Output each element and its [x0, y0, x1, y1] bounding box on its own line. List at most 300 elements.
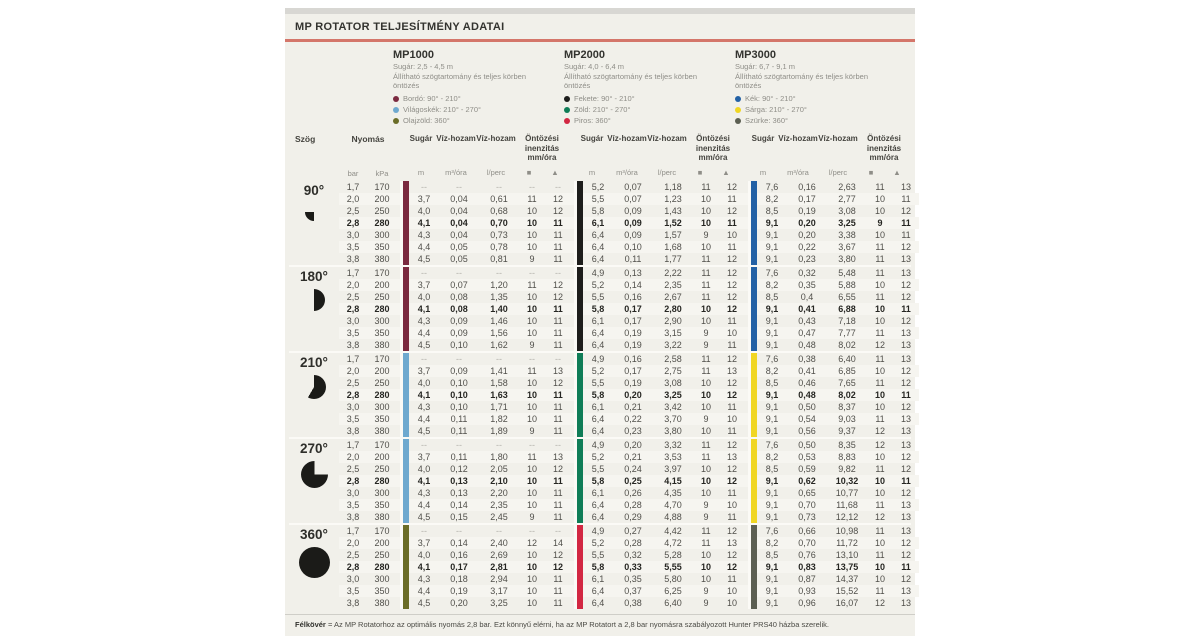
cell-l-perc: 2,35	[664, 280, 682, 291]
color-stripe-mp1000	[400, 327, 409, 339]
cell-intenzitas-tri: 11	[553, 402, 563, 413]
cell-l-perc: 5,28	[664, 550, 682, 561]
cell-intenzitas-sq: 11	[701, 452, 711, 463]
color-stripe-mp3000	[748, 413, 757, 425]
cell-kpa: 170	[374, 354, 390, 365]
legend-item	[735, 105, 902, 116]
cell-l-perc: 1,18	[664, 182, 682, 193]
color-stripe-mp2000	[574, 217, 583, 229]
color-stripe-mp2000	[574, 181, 583, 193]
cell-sugar: 9,1	[765, 512, 779, 523]
cell-intenzitas-tri: --	[555, 182, 561, 193]
legend-item	[564, 105, 731, 116]
cell-m3-ora: 0,04	[450, 230, 468, 241]
table-row	[339, 475, 919, 487]
cell-intenzitas-tri: 12	[726, 562, 737, 573]
cell-bar: 2,0	[346, 538, 360, 549]
cell-m3-ora: 0,20	[798, 230, 816, 241]
cell-l-perc: 3,15	[664, 328, 682, 339]
cell-l-perc: 1,80	[490, 452, 508, 463]
color-stripe-mp2000	[574, 585, 583, 597]
cell-m3-ora: 0,83	[798, 562, 816, 573]
cell-l-perc: 3,25	[838, 218, 856, 229]
color-stripe-mp2000	[574, 327, 583, 339]
cell-bar: 2,0	[346, 194, 360, 205]
cell-l-perc: 6,40	[838, 354, 856, 365]
cell-sugar: 9,1	[765, 218, 779, 229]
cell-l-perc: 2,45	[490, 512, 508, 523]
cell-intenzitas-sq: 10	[526, 464, 537, 475]
cell-l-perc: 10,98	[835, 526, 859, 537]
column-header-vizhozam-lperc: Víz-hozam l/perc	[818, 134, 858, 178]
cell-m3-ora: 0,21	[624, 402, 642, 413]
cell-bar: 3,8	[346, 426, 360, 437]
table-row	[339, 597, 919, 609]
color-stripe-mp1000	[400, 561, 409, 573]
cell-l-perc: 3,25	[490, 598, 508, 609]
cell-bar: 3,0	[346, 488, 360, 499]
color-stripe-mp2000	[574, 487, 583, 499]
cell-l-perc: 2,63	[838, 182, 856, 193]
product-name: MP2000	[564, 49, 605, 61]
cell-intenzitas-sq: 11	[875, 500, 885, 511]
cell-kpa: 280	[374, 218, 390, 229]
cell-m3-ora: 0,70	[798, 500, 816, 511]
cell-m3-ora: --	[456, 354, 462, 365]
cell-sugar: --	[421, 440, 427, 451]
angle-label: 180°	[300, 269, 328, 285]
cell-sugar: 5,2	[591, 182, 605, 193]
cell-l-perc: 6,85	[838, 366, 856, 377]
product-headers	[285, 42, 915, 130]
cell-kpa: 350	[374, 586, 390, 597]
cell-intenzitas-sq: 10	[526, 586, 537, 597]
color-stripe-mp2000	[574, 241, 583, 253]
cell-sugar: 5,5	[591, 378, 605, 389]
color-stripe-mp2000	[574, 193, 583, 205]
table-row	[339, 389, 919, 401]
cell-intenzitas-tri: --	[555, 268, 561, 279]
table-row	[339, 413, 919, 425]
color-stripe-mp3000	[748, 315, 757, 327]
color-stripe-mp1000	[400, 499, 409, 511]
cell-intenzitas-tri: 11	[901, 562, 911, 573]
cell-l-perc: 8,35	[838, 440, 856, 451]
cell-intenzitas-tri: 12	[726, 254, 737, 265]
color-stripe-mp1000	[400, 451, 409, 463]
cell-bar: 3,8	[346, 254, 360, 265]
color-stripe-mp2000	[574, 475, 583, 487]
cell-m3-ora: 0,09	[624, 218, 642, 229]
cell-m3-ora: 0,14	[450, 500, 468, 511]
cell-m3-ora: 0,50	[798, 440, 816, 451]
cell-intenzitas-sq: 12	[526, 538, 537, 549]
cell-sugar: 5,2	[591, 452, 605, 463]
cell-l-perc: 4,35	[664, 488, 682, 499]
cell-l-perc: 1,43	[664, 206, 682, 217]
cell-sugar: 4,5	[417, 512, 431, 523]
table-header	[285, 130, 915, 181]
cell-intenzitas-tri: 11	[727, 316, 737, 327]
color-stripe-mp3000	[748, 475, 757, 487]
cell-intenzitas-tri: 13	[900, 526, 911, 537]
color-stripe-mp1000	[400, 511, 409, 523]
cell-intenzitas-sq: 11	[875, 378, 885, 389]
cell-m3-ora: 0,38	[624, 598, 642, 609]
color-stripe-mp3000	[748, 181, 757, 193]
table-row	[339, 303, 919, 315]
cell-bar: 3,8	[346, 512, 360, 523]
cell-intenzitas-sq: 9	[703, 230, 709, 241]
footnote-text: = Az MP Rotatorhoz az optimális nyomás 2,8 bar. Ezt könnyű elérni, ha az MP Rotatort a 2,8 bar nyomásra szabályozott Hunter PRS40 házba szerelik.	[327, 620, 829, 630]
cell-l-perc: 3,70	[664, 414, 682, 425]
cell-intenzitas-tri: 13	[726, 452, 737, 463]
product-description: Állítható szögtartomány és teljes körben öntözés	[735, 72, 868, 91]
color-stripe-mp2000	[574, 291, 583, 303]
triangle-icon: ▲	[551, 168, 559, 178]
cell-m3-ora: 0,09	[450, 328, 468, 339]
angle-section-90	[289, 181, 911, 265]
cell-intenzitas-tri: 12	[726, 440, 737, 451]
cell-sugar: 6,1	[591, 218, 605, 229]
cell-sugar: 7,6	[765, 526, 779, 537]
cell-l-perc: 11,68	[836, 500, 858, 511]
unit-kpa: kPa	[375, 169, 389, 179]
cell-l-perc: 3,42	[664, 402, 682, 413]
cell-bar: 2,5	[346, 464, 360, 475]
cell-sugar: 4,5	[417, 598, 431, 609]
color-stripe-mp3000	[748, 451, 757, 463]
cell-l-perc: 9,37	[838, 426, 856, 437]
legend-label: Piros: 360°	[574, 115, 611, 125]
table-row	[339, 463, 919, 475]
cell-m3-ora: 0,20	[624, 440, 642, 451]
cell-m3-ora: 0,32	[798, 268, 816, 279]
cell-sugar: 8,5	[765, 550, 779, 561]
cell-kpa: 170	[374, 182, 390, 193]
color-stripe-mp2000	[574, 561, 583, 573]
cell-l-perc: --	[496, 440, 502, 451]
cell-m3-ora: 0,17	[624, 304, 642, 315]
cell-intenzitas-tri: 12	[726, 292, 737, 303]
cell-sugar: 5,5	[591, 292, 605, 303]
cell-m3-ora: 0,28	[624, 500, 642, 511]
legend-color-dot	[735, 96, 741, 102]
cell-m3-ora: 0,47	[798, 328, 816, 339]
cell-l-perc: 1,63	[490, 390, 508, 401]
color-stripe-mp3000	[748, 549, 757, 561]
cell-intenzitas-tri: --	[555, 354, 561, 365]
cell-l-perc: 2,80	[664, 304, 682, 315]
color-stripe-mp2000	[574, 353, 583, 365]
column-header-intenzitas: Öntözési inenzitás mm/óra ■ ▲	[858, 132, 910, 178]
cell-m3-ora: 0,50	[798, 402, 816, 413]
cell-sugar: 4,4	[417, 500, 431, 511]
color-stripe-mp1000	[400, 353, 409, 365]
cell-intenzitas-tri: 11	[901, 304, 911, 315]
cell-l-perc: 1,40	[490, 304, 508, 315]
page-title: MP ROTATOR TELJESÍTMÉNY ADATAI	[295, 21, 505, 33]
cell-intenzitas-tri: 11	[553, 488, 563, 499]
cell-intenzitas-sq: --	[529, 268, 535, 279]
legend-item	[564, 116, 731, 127]
cell-intenzitas-tri: 13	[726, 538, 737, 549]
product-header-spacer	[289, 49, 393, 126]
square-icon: ■	[868, 168, 874, 178]
cell-intenzitas-tri: 11	[553, 254, 563, 265]
table-row	[339, 511, 919, 523]
angle-cell	[289, 181, 339, 265]
cell-intenzitas-tri: 12	[726, 280, 737, 291]
table-row	[339, 217, 919, 229]
cell-sugar: 7,6	[765, 440, 779, 451]
cell-sugar: 4,4	[417, 414, 431, 425]
cell-l-perc: --	[496, 182, 502, 193]
color-stripe-mp1000	[400, 241, 409, 253]
cell-intenzitas-sq: 9	[529, 512, 535, 523]
cell-bar: 3,5	[346, 500, 360, 511]
cell-sugar: 4,3	[417, 488, 431, 499]
cell-intenzitas-sq: 11	[701, 366, 711, 377]
cell-sugar: 9,1	[765, 500, 779, 511]
cell-kpa: 350	[374, 328, 390, 339]
table-row	[339, 525, 919, 537]
cell-l-perc: 5,48	[838, 268, 856, 279]
cell-l-perc: 2,05	[490, 464, 508, 475]
cell-m3-ora: 0,18	[450, 574, 468, 585]
section-rows	[339, 439, 919, 523]
color-stripe-mp1000	[400, 425, 409, 437]
cell-m3-ora: 0,93	[798, 586, 816, 597]
cell-intenzitas-tri: 13	[726, 366, 737, 377]
cell-intenzitas-tri: 12	[900, 402, 911, 413]
cell-intenzitas-tri: 12	[726, 526, 737, 537]
square-icon: ■	[526, 168, 532, 178]
unit-bar: bar	[347, 169, 359, 179]
color-stripe-mp3000	[748, 499, 757, 511]
cell-kpa: 170	[374, 526, 390, 537]
cell-l-perc: 13,75	[835, 562, 859, 573]
cell-intenzitas-sq: 10	[874, 476, 885, 487]
cell-intenzitas-sq: 11	[875, 526, 885, 537]
cell-intenzitas-tri: 11	[553, 316, 563, 327]
cell-bar: 1,7	[346, 440, 360, 451]
cell-m3-ora: 0,09	[624, 206, 642, 217]
angle-cell	[289, 353, 339, 437]
cell-m3-ora: 0,16	[624, 292, 642, 303]
cell-m3-ora: 0,17	[450, 562, 468, 573]
cell-intenzitas-tri: 13	[552, 366, 563, 377]
cell-intenzitas-tri: 13	[900, 512, 911, 523]
cell-m3-ora: 0,20	[624, 390, 642, 401]
cell-sugar: 8,2	[765, 194, 779, 205]
cell-sugar: 9,1	[765, 402, 779, 413]
color-stripe-mp2000	[574, 451, 583, 463]
cell-m3-ora: 0,62	[798, 476, 816, 487]
cell-m3-ora: 0,53	[798, 452, 816, 463]
cell-m3-ora: 0,19	[624, 340, 642, 351]
cell-m3-ora: 0,23	[624, 426, 642, 437]
cell-intenzitas-sq: 10	[526, 328, 537, 339]
cell-intenzitas-sq: 10	[700, 378, 711, 389]
legend-color-dot	[735, 118, 741, 124]
color-stripe-mp3000	[748, 339, 757, 351]
cell-intenzitas-tri: 12	[552, 562, 563, 573]
cell-intenzitas-tri: 13	[900, 426, 911, 437]
cell-l-perc: --	[496, 354, 502, 365]
section-rows	[339, 525, 919, 609]
cell-sugar: 4,3	[417, 574, 431, 585]
cell-intenzitas-tri: 11	[553, 230, 563, 241]
product-radius: Sugár: 4,0 - 6,4 m	[564, 62, 625, 71]
color-stripe-mp1000	[400, 537, 409, 549]
cell-m3-ora: 0,07	[624, 194, 642, 205]
cell-intenzitas-sq: 11	[701, 280, 711, 291]
cell-sugar: --	[421, 354, 427, 365]
cell-intenzitas-tri: 12	[726, 206, 737, 217]
cell-m3-ora: 0,41	[798, 304, 816, 315]
table-row	[339, 205, 919, 217]
cell-intenzitas-tri: 12	[552, 464, 563, 475]
cell-kpa: 300	[374, 402, 390, 413]
cell-intenzitas-sq: 10	[700, 402, 711, 413]
cell-intenzitas-sq: 11	[527, 280, 537, 291]
cell-m3-ora: 0,41	[798, 366, 816, 377]
cell-sugar: 6,4	[591, 586, 605, 597]
color-stripe-mp1000	[400, 217, 409, 229]
cell-l-perc: 1,57	[664, 230, 682, 241]
cell-intenzitas-tri: 12	[900, 378, 911, 389]
cell-l-perc: 1,68	[664, 242, 682, 253]
cell-intenzitas-sq: 10	[874, 280, 885, 291]
cell-bar: 3,5	[346, 414, 360, 425]
cell-sugar: 3,7	[417, 452, 431, 463]
cell-intenzitas-sq: 9	[703, 328, 709, 339]
cell-kpa: 300	[374, 488, 390, 499]
cell-l-perc: 0,61	[490, 194, 508, 205]
cell-intenzitas-tri: 11	[901, 476, 911, 487]
cell-intenzitas-sq: 11	[875, 242, 885, 253]
cell-intenzitas-tri: 11	[553, 598, 563, 609]
cell-intenzitas-tri: 13	[900, 340, 911, 351]
cell-sugar: 4,4	[417, 242, 431, 253]
color-stripe-mp2000	[574, 267, 583, 279]
legend-item	[393, 105, 560, 116]
cell-intenzitas-tri: 13	[900, 598, 911, 609]
cell-intenzitas-sq: 10	[526, 550, 537, 561]
cell-kpa: 200	[374, 280, 390, 291]
cell-intenzitas-tri: 11	[553, 500, 563, 511]
cell-intenzitas-sq: 9	[703, 512, 709, 523]
cell-intenzitas-sq: 11	[875, 182, 885, 193]
cell-m3-ora: 0,16	[450, 550, 468, 561]
color-stripe-mp2000	[574, 439, 583, 451]
cell-intenzitas-tri: 10	[726, 500, 737, 511]
triangle-icon: ▲	[722, 168, 730, 178]
cell-kpa: 200	[374, 366, 390, 377]
cell-intenzitas-sq: 11	[875, 328, 885, 339]
table-row	[339, 253, 919, 265]
cell-intenzitas-sq: 10	[700, 218, 711, 229]
cell-l-perc: 1,82	[490, 414, 508, 425]
cell-sugar: 9,1	[765, 562, 779, 573]
cell-intenzitas-tri: 12	[726, 182, 737, 193]
table-row	[339, 315, 919, 327]
cell-m3-ora: 0,16	[624, 354, 642, 365]
cell-l-perc: 4,70	[664, 500, 682, 511]
color-stripe-mp1000	[400, 525, 409, 537]
cell-sugar: 8,2	[765, 366, 779, 377]
legend-label: Kék: 90° - 210°	[745, 93, 796, 103]
cell-m3-ora: --	[456, 526, 462, 537]
cell-intenzitas-sq: 10	[526, 476, 537, 487]
legend-color-dot	[564, 96, 570, 102]
cell-bar: 2,5	[346, 550, 360, 561]
cell-intenzitas-tri: 12	[726, 476, 737, 487]
cell-sugar: 5,5	[591, 550, 605, 561]
angle-label: 90°	[303, 183, 325, 199]
cell-sugar: 9,1	[765, 574, 779, 585]
cell-intenzitas-tri: 12	[900, 452, 911, 463]
cell-intenzitas-sq: 10	[700, 194, 711, 205]
table-row	[339, 561, 919, 573]
cell-l-perc: 2,67	[664, 292, 682, 303]
cell-intenzitas-tri: 12	[552, 292, 563, 303]
cell-m3-ora: 0,13	[450, 476, 468, 487]
pie-icon-90	[305, 203, 323, 221]
cell-intenzitas-sq: 10	[874, 538, 885, 549]
column-header-sugar: Sugár m	[580, 134, 604, 178]
cell-kpa: 350	[374, 500, 390, 511]
cell-l-perc: 2,40	[490, 538, 508, 549]
color-stripe-mp3000	[748, 463, 757, 475]
cell-m3-ora: 0,14	[624, 280, 642, 291]
cell-intenzitas-sq: 10	[700, 390, 711, 401]
cell-sugar: 9,1	[765, 414, 779, 425]
cell-m3-ora: 0,20	[450, 598, 468, 609]
table-row	[339, 573, 919, 585]
cell-sugar: 9,1	[765, 304, 779, 315]
cell-sugar: 9,1	[765, 254, 779, 265]
cell-kpa: 250	[374, 378, 390, 389]
cell-intenzitas-tri: 11	[727, 488, 737, 499]
cell-intenzitas-tri: 11	[553, 328, 563, 339]
legend-label: Fekete: 90° - 210°	[574, 93, 635, 103]
cell-intenzitas-tri: 12	[552, 550, 563, 561]
legend-color-dot	[393, 96, 399, 102]
cell-sugar: 4,9	[591, 526, 605, 537]
color-stripe-mp3000	[748, 353, 757, 365]
cell-l-perc: 14,37	[835, 574, 859, 585]
legend-label: Bordó: 90° - 210°	[403, 93, 461, 103]
cell-l-perc: 0,78	[490, 242, 508, 253]
cell-sugar: 8,5	[765, 378, 779, 389]
pie-icon-180	[303, 289, 325, 311]
cell-bar: 3,5	[346, 242, 360, 253]
color-stripe-mp3000	[748, 217, 757, 229]
cell-m3-ora: 0,26	[624, 488, 642, 499]
angle-label: 270°	[300, 441, 328, 457]
cell-sugar: 4,0	[417, 550, 431, 561]
cell-intenzitas-sq: 11	[701, 292, 711, 303]
cell-intenzitas-sq: 12	[874, 426, 885, 437]
square-icon: ■	[697, 168, 703, 178]
cell-sugar: 4,1	[417, 218, 431, 229]
section-rows	[339, 353, 919, 437]
cell-intenzitas-sq: 10	[526, 230, 537, 241]
cell-l-perc: 2,75	[664, 366, 682, 377]
cell-intenzitas-tri: 13	[900, 268, 911, 279]
